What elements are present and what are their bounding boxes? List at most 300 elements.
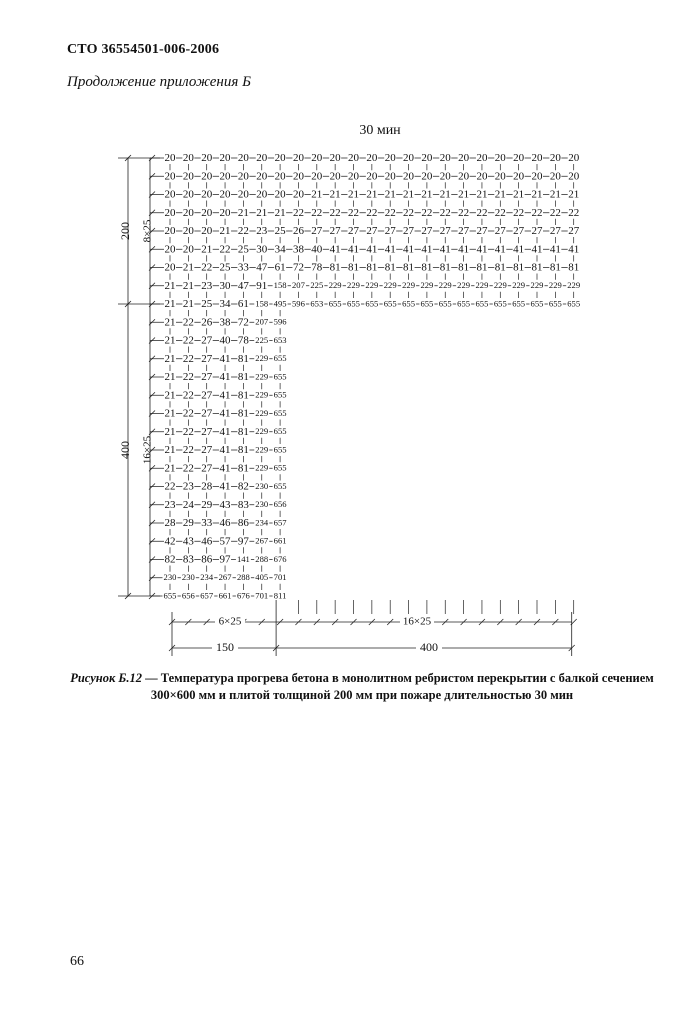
- grid-value: 38: [219, 316, 231, 329]
- grid-value: 23: [201, 279, 213, 292]
- grid-value: 20: [421, 152, 433, 165]
- grid-value: 20: [182, 206, 194, 219]
- grid-value: 86: [201, 553, 213, 566]
- grid-value: 21: [164, 407, 176, 420]
- grid-value: 24: [182, 498, 194, 511]
- grid-value: 20: [274, 170, 286, 183]
- grid-value: 41: [513, 243, 525, 256]
- grid-value: 41: [421, 243, 433, 256]
- grid-value: 676: [236, 590, 250, 601]
- grid-value: 20: [201, 170, 213, 183]
- grid-value: 20: [182, 243, 194, 256]
- grid-value: 21: [219, 225, 231, 238]
- grid-value: 27: [421, 225, 433, 238]
- grid-value: 22: [219, 243, 231, 256]
- grid-value: 41: [219, 407, 231, 420]
- beam-steps-bottom-label: 6×25: [218, 615, 242, 628]
- grid-value: 20: [494, 152, 506, 165]
- grid-value: 46: [201, 535, 213, 548]
- grid-value: 653: [310, 298, 324, 309]
- grid-value: 655: [273, 407, 287, 418]
- grid-value: 78: [311, 261, 323, 274]
- grid-value: 20: [458, 152, 470, 165]
- grid-value: 27: [513, 225, 525, 238]
- grid-value: 21: [439, 188, 451, 201]
- grid-value: 655: [475, 298, 489, 309]
- grid-value: 655: [328, 298, 342, 309]
- grid-value: 41: [329, 243, 341, 256]
- grid-value: 22: [237, 225, 249, 238]
- grid-value: 229: [548, 280, 562, 291]
- grid-value: 81: [568, 261, 580, 274]
- grid-value: 225: [255, 334, 269, 345]
- grid-value: 21: [403, 188, 415, 201]
- grid-value: 230: [255, 480, 269, 491]
- grid-value: 21: [182, 298, 194, 311]
- grid-value: 21: [237, 206, 249, 219]
- grid-value: 81: [237, 352, 249, 365]
- grid-value: 22: [329, 206, 341, 219]
- grid-value: 20: [348, 152, 359, 165]
- grid-value: 229: [383, 280, 397, 291]
- grid-value: 22: [182, 334, 194, 347]
- grid-value: 20: [384, 170, 396, 183]
- grid-value: 229: [255, 389, 269, 400]
- grid-value: 653: [273, 334, 287, 345]
- grid-value: 596: [273, 316, 287, 327]
- grid-value: 28: [164, 517, 176, 530]
- grid-value: 27: [201, 334, 213, 347]
- grid-value: 22: [403, 206, 415, 219]
- grid-value: 20: [164, 152, 176, 165]
- document-code: СТО 36554501-006-2006: [67, 42, 220, 57]
- grid-value: 20: [366, 152, 378, 165]
- grid-value: 20: [256, 170, 268, 183]
- grid-value: 21: [384, 188, 396, 201]
- grid-value: 20: [366, 170, 378, 183]
- grid-value: 21: [421, 188, 433, 201]
- grid-value: 655: [383, 298, 397, 309]
- grid-value: 61: [274, 261, 286, 274]
- grid-value: 656: [181, 590, 195, 601]
- grid-value: 21: [164, 352, 176, 365]
- grid-value: 41: [366, 243, 378, 256]
- grid-value: 81: [384, 261, 396, 274]
- grid-value: 701: [273, 572, 287, 583]
- figure-title: 30 мин: [359, 123, 401, 138]
- grid-value: 229: [255, 353, 269, 364]
- grid-value: 42: [164, 535, 176, 548]
- grid-value: 22: [568, 206, 580, 219]
- grid-value: 21: [164, 298, 176, 311]
- grid-value: 20: [182, 170, 194, 183]
- grid-value: 20: [201, 225, 213, 238]
- grid-value: 81: [329, 261, 341, 274]
- grid-value: 229: [420, 280, 434, 291]
- grid-value: 22: [549, 206, 561, 219]
- grid-value: 29: [201, 498, 213, 511]
- grid-value: 229: [347, 280, 360, 291]
- grid-value: 22: [182, 352, 194, 365]
- grid-value: 21: [182, 261, 194, 274]
- grid-value: 20: [439, 170, 451, 183]
- grid-value: 20: [219, 152, 231, 165]
- grid-value: 229: [255, 462, 269, 473]
- grid-value: 81: [494, 261, 506, 274]
- grid-value: 229: [512, 280, 526, 291]
- grid-value: 22: [201, 261, 213, 274]
- grid-value: 41: [439, 243, 451, 256]
- grid-value: 82: [164, 553, 176, 566]
- grid-value: 43: [219, 498, 231, 511]
- grid-value: 27: [494, 225, 506, 238]
- grid-value: 27: [329, 225, 341, 238]
- grid-value: 21: [458, 188, 470, 201]
- grid-value: 41: [494, 243, 506, 256]
- beam-steps-label: 16×25: [141, 435, 154, 465]
- grid-value: 83: [237, 498, 249, 511]
- grid-value: 21: [164, 334, 176, 347]
- grid-value: 21: [164, 371, 176, 384]
- grid-value: 41: [549, 243, 561, 256]
- grid-value: 27: [201, 407, 213, 420]
- grid-value: 27: [348, 225, 359, 238]
- grid-value: 27: [403, 225, 415, 238]
- grid-value: 20: [164, 188, 176, 201]
- grid-value: 655: [273, 371, 287, 382]
- grid-value: 20: [256, 188, 268, 201]
- grid-value: 20: [348, 170, 359, 183]
- grid-value: 30: [219, 279, 231, 292]
- grid-value: 20: [329, 152, 341, 165]
- grid-value: 41: [219, 480, 231, 493]
- grid-value: 230: [163, 572, 177, 583]
- grid-value: 41: [219, 352, 231, 365]
- grid-value: 20: [311, 152, 323, 165]
- grid-value: 22: [182, 389, 194, 402]
- grid-value: 81: [237, 425, 249, 438]
- grid-value: 158: [273, 280, 287, 291]
- grid-value: 81: [237, 407, 249, 420]
- grid-value: 27: [531, 225, 543, 238]
- grid-value: 22: [366, 206, 378, 219]
- grid-value: 655: [420, 298, 434, 309]
- grid-value: 47: [237, 279, 249, 292]
- grid-value: 20: [549, 170, 561, 183]
- grid-value: 41: [219, 444, 231, 457]
- grid-value: 27: [201, 462, 213, 475]
- grid-value: 20: [182, 225, 194, 238]
- grid-value: 81: [237, 462, 249, 475]
- grid-value: 22: [311, 206, 323, 219]
- grid-value: 23: [256, 225, 268, 238]
- grid-value: 655: [347, 298, 360, 309]
- grid-value: 27: [201, 444, 213, 457]
- grid-value: 229: [255, 444, 269, 455]
- grid-value: 21: [164, 462, 176, 475]
- grid-value: 655: [530, 298, 544, 309]
- grid-value: 655: [512, 298, 526, 309]
- grid-value: 229: [402, 280, 415, 291]
- grid-value: 23: [164, 498, 176, 511]
- grid-value: 20: [256, 152, 268, 165]
- figure-caption: [67, 670, 657, 704]
- grid-value: 21: [164, 316, 176, 329]
- grid-value: 25: [219, 261, 231, 274]
- grid-value: 655: [273, 480, 287, 491]
- grid-value: 230: [181, 572, 195, 583]
- grid-value: 20: [219, 206, 231, 219]
- grid-value: 22: [421, 206, 433, 219]
- grid-value: 655: [457, 298, 471, 309]
- grid-value: 97: [237, 535, 249, 548]
- beam-width-label: 150: [216, 639, 234, 654]
- grid-value: 596: [292, 298, 305, 309]
- grid-value: 41: [219, 425, 231, 438]
- grid-value: 21: [329, 188, 341, 201]
- grid-value: 28: [201, 480, 213, 493]
- grid-value: 20: [476, 170, 488, 183]
- grid-value: 20: [403, 170, 415, 183]
- grid-value: 27: [201, 371, 213, 384]
- grid-value: 20: [292, 152, 304, 165]
- grid-value: 20: [237, 188, 249, 201]
- grid-value: 20: [237, 152, 249, 165]
- grid-value: 81: [237, 444, 249, 457]
- grid-value: 81: [366, 261, 378, 274]
- grid-value: 25: [274, 225, 286, 238]
- grid-value: 25: [237, 243, 249, 256]
- grid-value: 97: [219, 553, 231, 566]
- grid-value: 26: [292, 225, 304, 238]
- grid-value: 34: [274, 243, 286, 256]
- grid-value: 20: [164, 206, 176, 219]
- grid-value: 21: [568, 188, 580, 201]
- grid-value: 229: [438, 280, 452, 291]
- grid-value: 82: [237, 480, 249, 493]
- grid-value: 20: [568, 170, 580, 183]
- grid-value: 495: [273, 298, 287, 309]
- grid-value: 20: [439, 152, 451, 165]
- grid-value: 81: [549, 261, 561, 274]
- grid-value: 20: [531, 170, 543, 183]
- grid-value: 701: [255, 590, 269, 601]
- grid-value: 20: [403, 152, 415, 165]
- page-number: 66: [70, 954, 84, 969]
- grid-value: 267: [218, 572, 232, 583]
- appendix-continuation: Продолжение приложения Б: [67, 74, 251, 90]
- grid-value: 655: [493, 298, 507, 309]
- slab-height-label: 200: [117, 222, 132, 240]
- grid-value: 405: [255, 572, 269, 583]
- grid-value: 22: [182, 462, 194, 475]
- grid-value: 27: [549, 225, 561, 238]
- grid-value: 20: [164, 261, 176, 274]
- grid-value: 141: [236, 553, 250, 564]
- grid-value: 43: [182, 535, 194, 548]
- caption-label: Рисунок Б.12: [70, 671, 143, 685]
- slab-width-label: 400: [420, 639, 438, 654]
- grid-value: 20: [292, 170, 304, 183]
- grid-value: 41: [384, 243, 396, 256]
- grid-value: 72: [292, 261, 304, 274]
- grid-value: 30: [256, 243, 268, 256]
- grid-value: 22: [292, 206, 304, 219]
- grid-value: 21: [164, 425, 176, 438]
- grid-value: 21: [348, 188, 359, 201]
- grid-value: 57: [219, 535, 231, 548]
- grid-value: 655: [273, 426, 287, 437]
- grid-value: 20: [531, 152, 543, 165]
- grid-value: 20: [219, 170, 231, 183]
- grid-value: 91: [256, 279, 268, 292]
- grid-value: 21: [311, 188, 323, 201]
- grid-value: 21: [201, 243, 213, 256]
- grid-value: 22: [182, 407, 194, 420]
- grid-value: 20: [513, 170, 525, 183]
- grid-value: 25: [201, 298, 213, 311]
- grid-value: 86: [237, 517, 249, 530]
- grid-value: 22: [182, 316, 194, 329]
- grid-value: 33: [201, 517, 213, 530]
- grid-value: 20: [219, 188, 231, 201]
- grid-value: 21: [366, 188, 378, 201]
- grid-value: 22: [182, 425, 194, 438]
- grid-value: 81: [439, 261, 451, 274]
- grid-value: 40: [219, 334, 231, 347]
- grid-value: 81: [403, 261, 415, 274]
- grid-value: 229: [255, 426, 269, 437]
- grid-value: 81: [348, 261, 359, 274]
- grid-value: 38: [292, 243, 304, 256]
- grid-value: 41: [403, 243, 415, 256]
- grid-value: 20: [292, 188, 304, 201]
- grid-value: 656: [273, 499, 287, 510]
- grid-value: 22: [513, 206, 525, 219]
- grid-value: 83: [182, 553, 194, 566]
- grid-value: 29: [182, 517, 194, 530]
- grid-value: 229: [255, 407, 269, 418]
- grid-value: 41: [568, 243, 580, 256]
- grid-value: 26: [201, 316, 213, 329]
- grid-value: 267: [255, 535, 269, 546]
- grid-value: 234: [200, 572, 214, 583]
- grid-value: 158: [255, 298, 269, 309]
- grid-value: 655: [273, 462, 287, 473]
- grid-value: 27: [458, 225, 470, 238]
- grid-value: 288: [236, 572, 250, 583]
- grid-value: 21: [274, 206, 286, 219]
- grid-value: 20: [164, 170, 176, 183]
- grid-value: 20: [201, 206, 213, 219]
- grid-value: 22: [439, 206, 451, 219]
- grid-value: 41: [219, 389, 231, 402]
- grid-value: 47: [256, 261, 268, 274]
- grid-value: 41: [348, 243, 359, 256]
- grid-value: 20: [476, 152, 488, 165]
- grid-value: 27: [476, 225, 488, 238]
- grid-value: 46: [219, 517, 231, 530]
- grid-value: 20: [201, 188, 213, 201]
- grid-value: 27: [366, 225, 378, 238]
- grid-value: 20: [274, 152, 286, 165]
- grid-value: 676: [273, 553, 287, 564]
- grid-value: 655: [163, 590, 177, 601]
- grid-value: 661: [218, 590, 232, 601]
- grid-value: 33: [237, 261, 249, 274]
- grid-value: 22: [531, 206, 543, 219]
- grid-value: 27: [568, 225, 580, 238]
- grid-value: 655: [567, 298, 581, 309]
- grid-value: 22: [384, 206, 396, 219]
- grid-value: 22: [182, 371, 194, 384]
- grid-value: 234: [255, 517, 269, 528]
- grid-value: 72: [237, 316, 249, 329]
- grid-value: 21: [182, 279, 194, 292]
- grid-value: 40: [311, 243, 323, 256]
- grid-value: 22: [348, 206, 359, 219]
- grid-value: 20: [384, 152, 396, 165]
- grid-value: 20: [329, 170, 341, 183]
- grid-value: 225: [310, 280, 324, 291]
- grid-value: 229: [457, 280, 471, 291]
- caption-text: — Температура прогрева бетона в монолитном ребристом перекрытии с балкой сечением 300×600 мм и плитой толщиной 200 мм при пожаре длительностью 30 мин: [142, 671, 654, 702]
- grid-value: 20: [513, 152, 525, 165]
- grid-value: 661: [273, 535, 287, 546]
- grid-value: 41: [531, 243, 543, 256]
- grid-value: 81: [476, 261, 488, 274]
- grid-value: 20: [311, 170, 323, 183]
- grid-value: 41: [219, 371, 231, 384]
- grid-value: 81: [237, 371, 249, 384]
- grid-value: 21: [531, 188, 543, 201]
- beam-height-label: 400: [117, 441, 132, 459]
- grid-value: 655: [273, 353, 287, 364]
- grid-value: 27: [439, 225, 451, 238]
- grid-value: 229: [475, 280, 489, 291]
- grid-value: 21: [476, 188, 488, 201]
- grid-value: 21: [256, 206, 268, 219]
- grid-value: 21: [494, 188, 506, 201]
- grid-value: 657: [273, 517, 287, 528]
- grid-value: 61: [237, 298, 249, 311]
- grid-value: 229: [328, 280, 342, 291]
- grid-value: 22: [476, 206, 488, 219]
- grid-value: 655: [365, 298, 379, 309]
- grid-value: 21: [164, 389, 176, 402]
- grid-value: 20: [182, 152, 194, 165]
- grid-value: 20: [549, 152, 561, 165]
- grid-value: 81: [513, 261, 525, 274]
- grid-value: 81: [531, 261, 543, 274]
- grid-value: 288: [255, 553, 269, 564]
- grid-value: 229: [567, 280, 581, 291]
- grid-value: 27: [201, 425, 213, 438]
- grid-value: 655: [273, 444, 287, 455]
- grid-value: 229: [493, 280, 507, 291]
- grid-value: 20: [494, 170, 506, 183]
- grid-value: 22: [182, 444, 194, 457]
- grid-value: 27: [311, 225, 323, 238]
- grid-value: 21: [549, 188, 561, 201]
- grid-value: 20: [568, 152, 580, 165]
- grid-value: 20: [201, 152, 213, 165]
- grid-value: 229: [530, 280, 544, 291]
- grid-value: 229: [255, 371, 269, 382]
- grid-value: 207: [292, 280, 305, 291]
- grid-value: 207: [255, 316, 269, 327]
- slab-steps-bottom-label: 16×25: [402, 615, 432, 628]
